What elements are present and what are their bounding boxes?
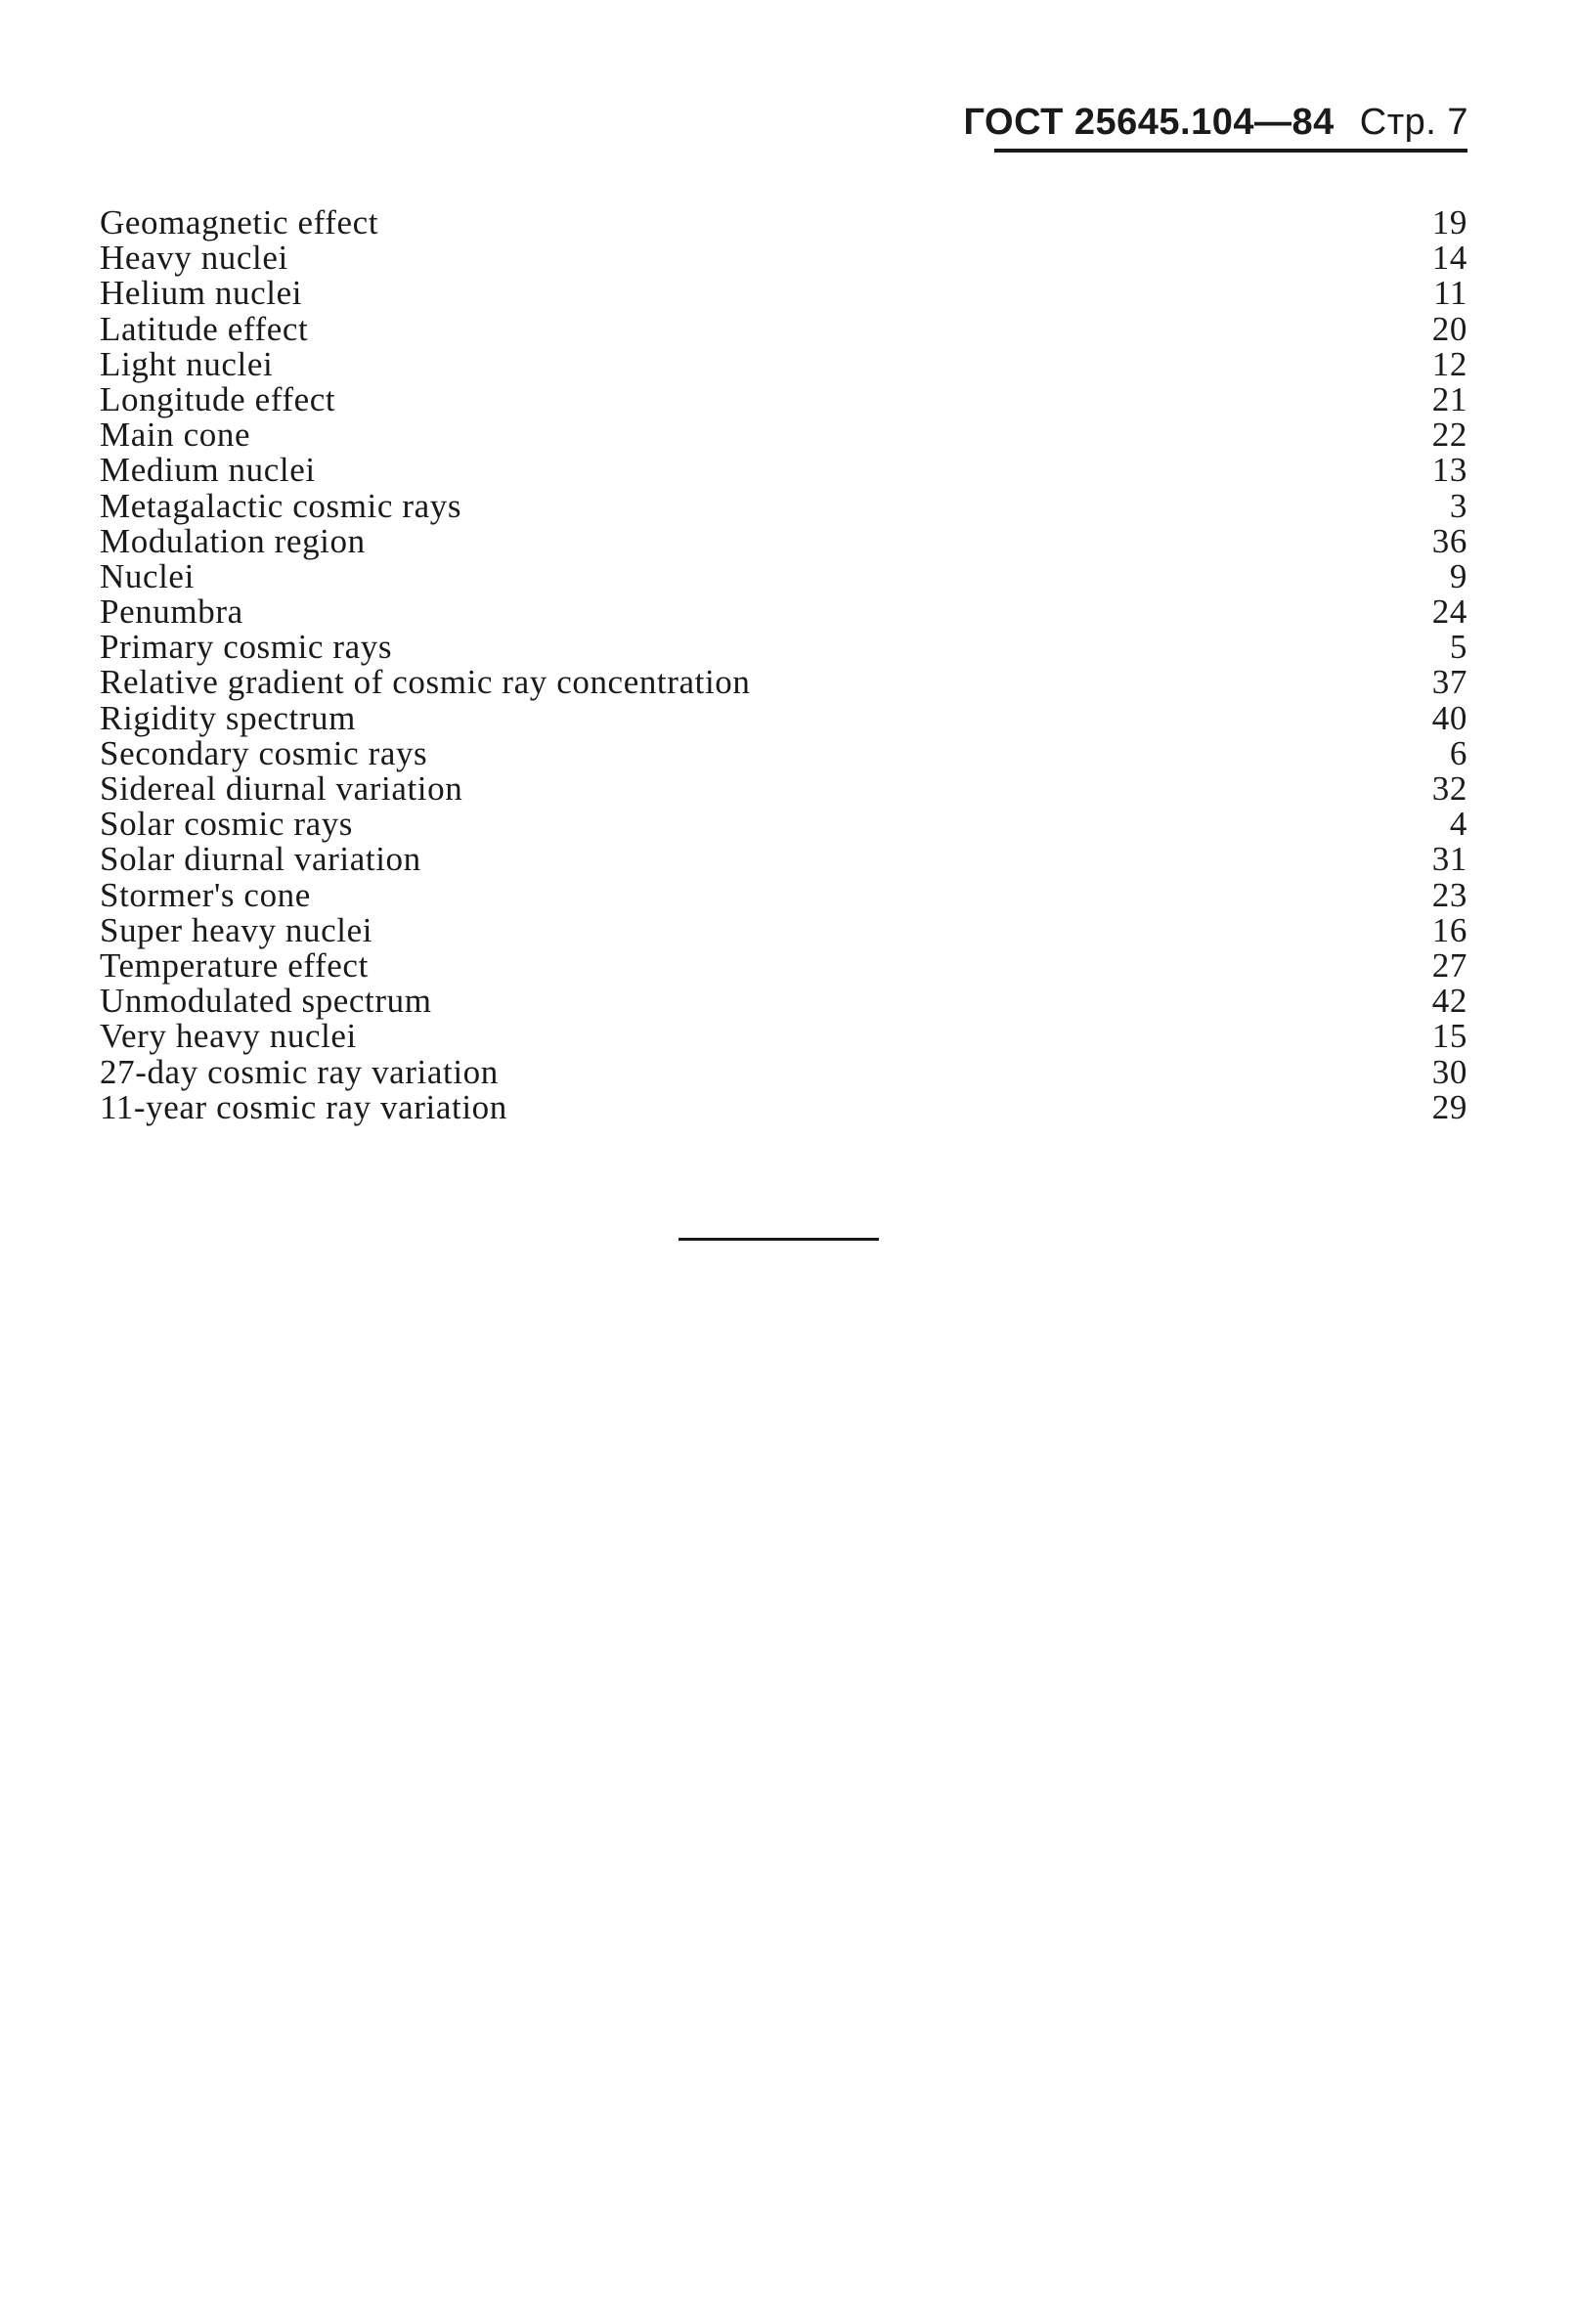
entry-number: 3 xyxy=(1449,486,1467,525)
entry-term: Relative gradient of cosmic ray concentration xyxy=(100,663,751,702)
entry-number: 16 xyxy=(1431,910,1467,949)
entry-term: Longitude effect xyxy=(100,379,336,418)
entry-number: 36 xyxy=(1431,521,1467,560)
index-entry xyxy=(100,276,1467,311)
index-entry xyxy=(100,771,1467,807)
entry-term: Heavy nuclei xyxy=(100,239,288,278)
index-entry xyxy=(100,807,1467,842)
entry-term: Temperature effect xyxy=(100,945,369,985)
entry-number: 22 xyxy=(1431,416,1467,455)
index-entry xyxy=(100,875,1467,914)
entry-number: 19 xyxy=(1431,203,1467,241)
index-entry xyxy=(100,733,1467,772)
index-entry xyxy=(100,556,1467,595)
entry-term: 27-day cosmic ray variation xyxy=(100,1052,499,1091)
entry-term: Geomagnetic effect xyxy=(100,203,379,241)
entry-number: 9 xyxy=(1449,556,1467,595)
entry-number: 4 xyxy=(1449,805,1467,844)
index-entry xyxy=(100,379,1467,418)
header-rule xyxy=(994,149,1467,153)
index-entry xyxy=(100,630,1467,665)
entry-term: Super heavy nuclei xyxy=(100,910,373,949)
entry-term: Solar diurnal variation xyxy=(100,840,421,879)
entry-term: Secondary cosmic rays xyxy=(100,733,428,772)
entry-number: 31 xyxy=(1431,840,1467,879)
entry-number: 12 xyxy=(1431,344,1467,383)
index-entry xyxy=(100,665,1467,700)
index-entry xyxy=(100,453,1467,488)
entry-number: 5 xyxy=(1449,628,1467,667)
entry-term: Unmodulated spectrum xyxy=(100,982,432,1021)
entry-number: 24 xyxy=(1431,592,1467,632)
page-number: Стр. 7 xyxy=(1359,102,1468,143)
entry-number: 37 xyxy=(1431,663,1467,702)
entry-number: 20 xyxy=(1431,309,1467,348)
entry-number: 27 xyxy=(1431,945,1467,985)
index-entry xyxy=(100,344,1467,383)
index-entry xyxy=(100,1052,1467,1091)
index-entry xyxy=(100,309,1467,348)
entry-number: 42 xyxy=(1431,982,1467,1021)
index-entry xyxy=(100,521,1467,560)
entry-term: 11-year cosmic ray variation xyxy=(100,1087,507,1126)
index-entry xyxy=(100,486,1467,525)
standard-code: ГОСТ 25645.104—84 xyxy=(963,102,1335,143)
entry-number: 13 xyxy=(1431,451,1467,490)
entry-number: 23 xyxy=(1431,875,1467,914)
entry-term: Helium nuclei xyxy=(100,274,303,313)
term-index-list xyxy=(100,205,1467,1125)
end-of-section-rule xyxy=(679,1238,879,1241)
entry-term: Solar cosmic rays xyxy=(100,805,354,844)
entry-number: 21 xyxy=(1431,379,1467,418)
index-entry xyxy=(100,1087,1467,1126)
entry-term: Sidereal diurnal variation xyxy=(100,769,463,808)
index-entry xyxy=(100,698,1467,737)
entry-number: 14 xyxy=(1431,239,1467,278)
entry-number: 30 xyxy=(1431,1052,1467,1091)
entry-number: 15 xyxy=(1431,1017,1467,1056)
index-entry xyxy=(100,241,1467,276)
entry-term: Primary cosmic rays xyxy=(100,628,393,667)
index-entry xyxy=(100,417,1467,453)
entry-term: Light nuclei xyxy=(100,344,274,383)
page-header xyxy=(964,102,1469,144)
entry-number: 6 xyxy=(1449,733,1467,772)
index-entry xyxy=(100,945,1467,985)
entry-term: Nuclei xyxy=(100,556,195,595)
entry-number: 29 xyxy=(1431,1087,1467,1126)
entry-number: 11 xyxy=(1433,274,1467,313)
index-entry xyxy=(100,594,1467,630)
entry-term: Very heavy nuclei xyxy=(100,1017,357,1056)
entry-number: 32 xyxy=(1431,769,1467,808)
index-entry xyxy=(100,842,1467,877)
entry-term: Rigidity spectrum xyxy=(100,698,356,737)
entry-term: Modulation region xyxy=(100,521,366,560)
entry-term: Latitude effect xyxy=(100,309,309,348)
index-entry xyxy=(100,205,1467,241)
entry-number: 40 xyxy=(1431,698,1467,737)
entry-term: Penumbra xyxy=(100,592,243,632)
entry-term: Medium nuclei xyxy=(100,451,316,490)
entry-term: Stormer's cone xyxy=(100,875,311,914)
index-entry xyxy=(100,1019,1467,1054)
index-entry xyxy=(100,910,1467,949)
index-entry xyxy=(100,984,1467,1019)
entry-term: Metagalactic cosmic rays xyxy=(100,486,462,525)
entry-term: Main cone xyxy=(100,416,251,455)
